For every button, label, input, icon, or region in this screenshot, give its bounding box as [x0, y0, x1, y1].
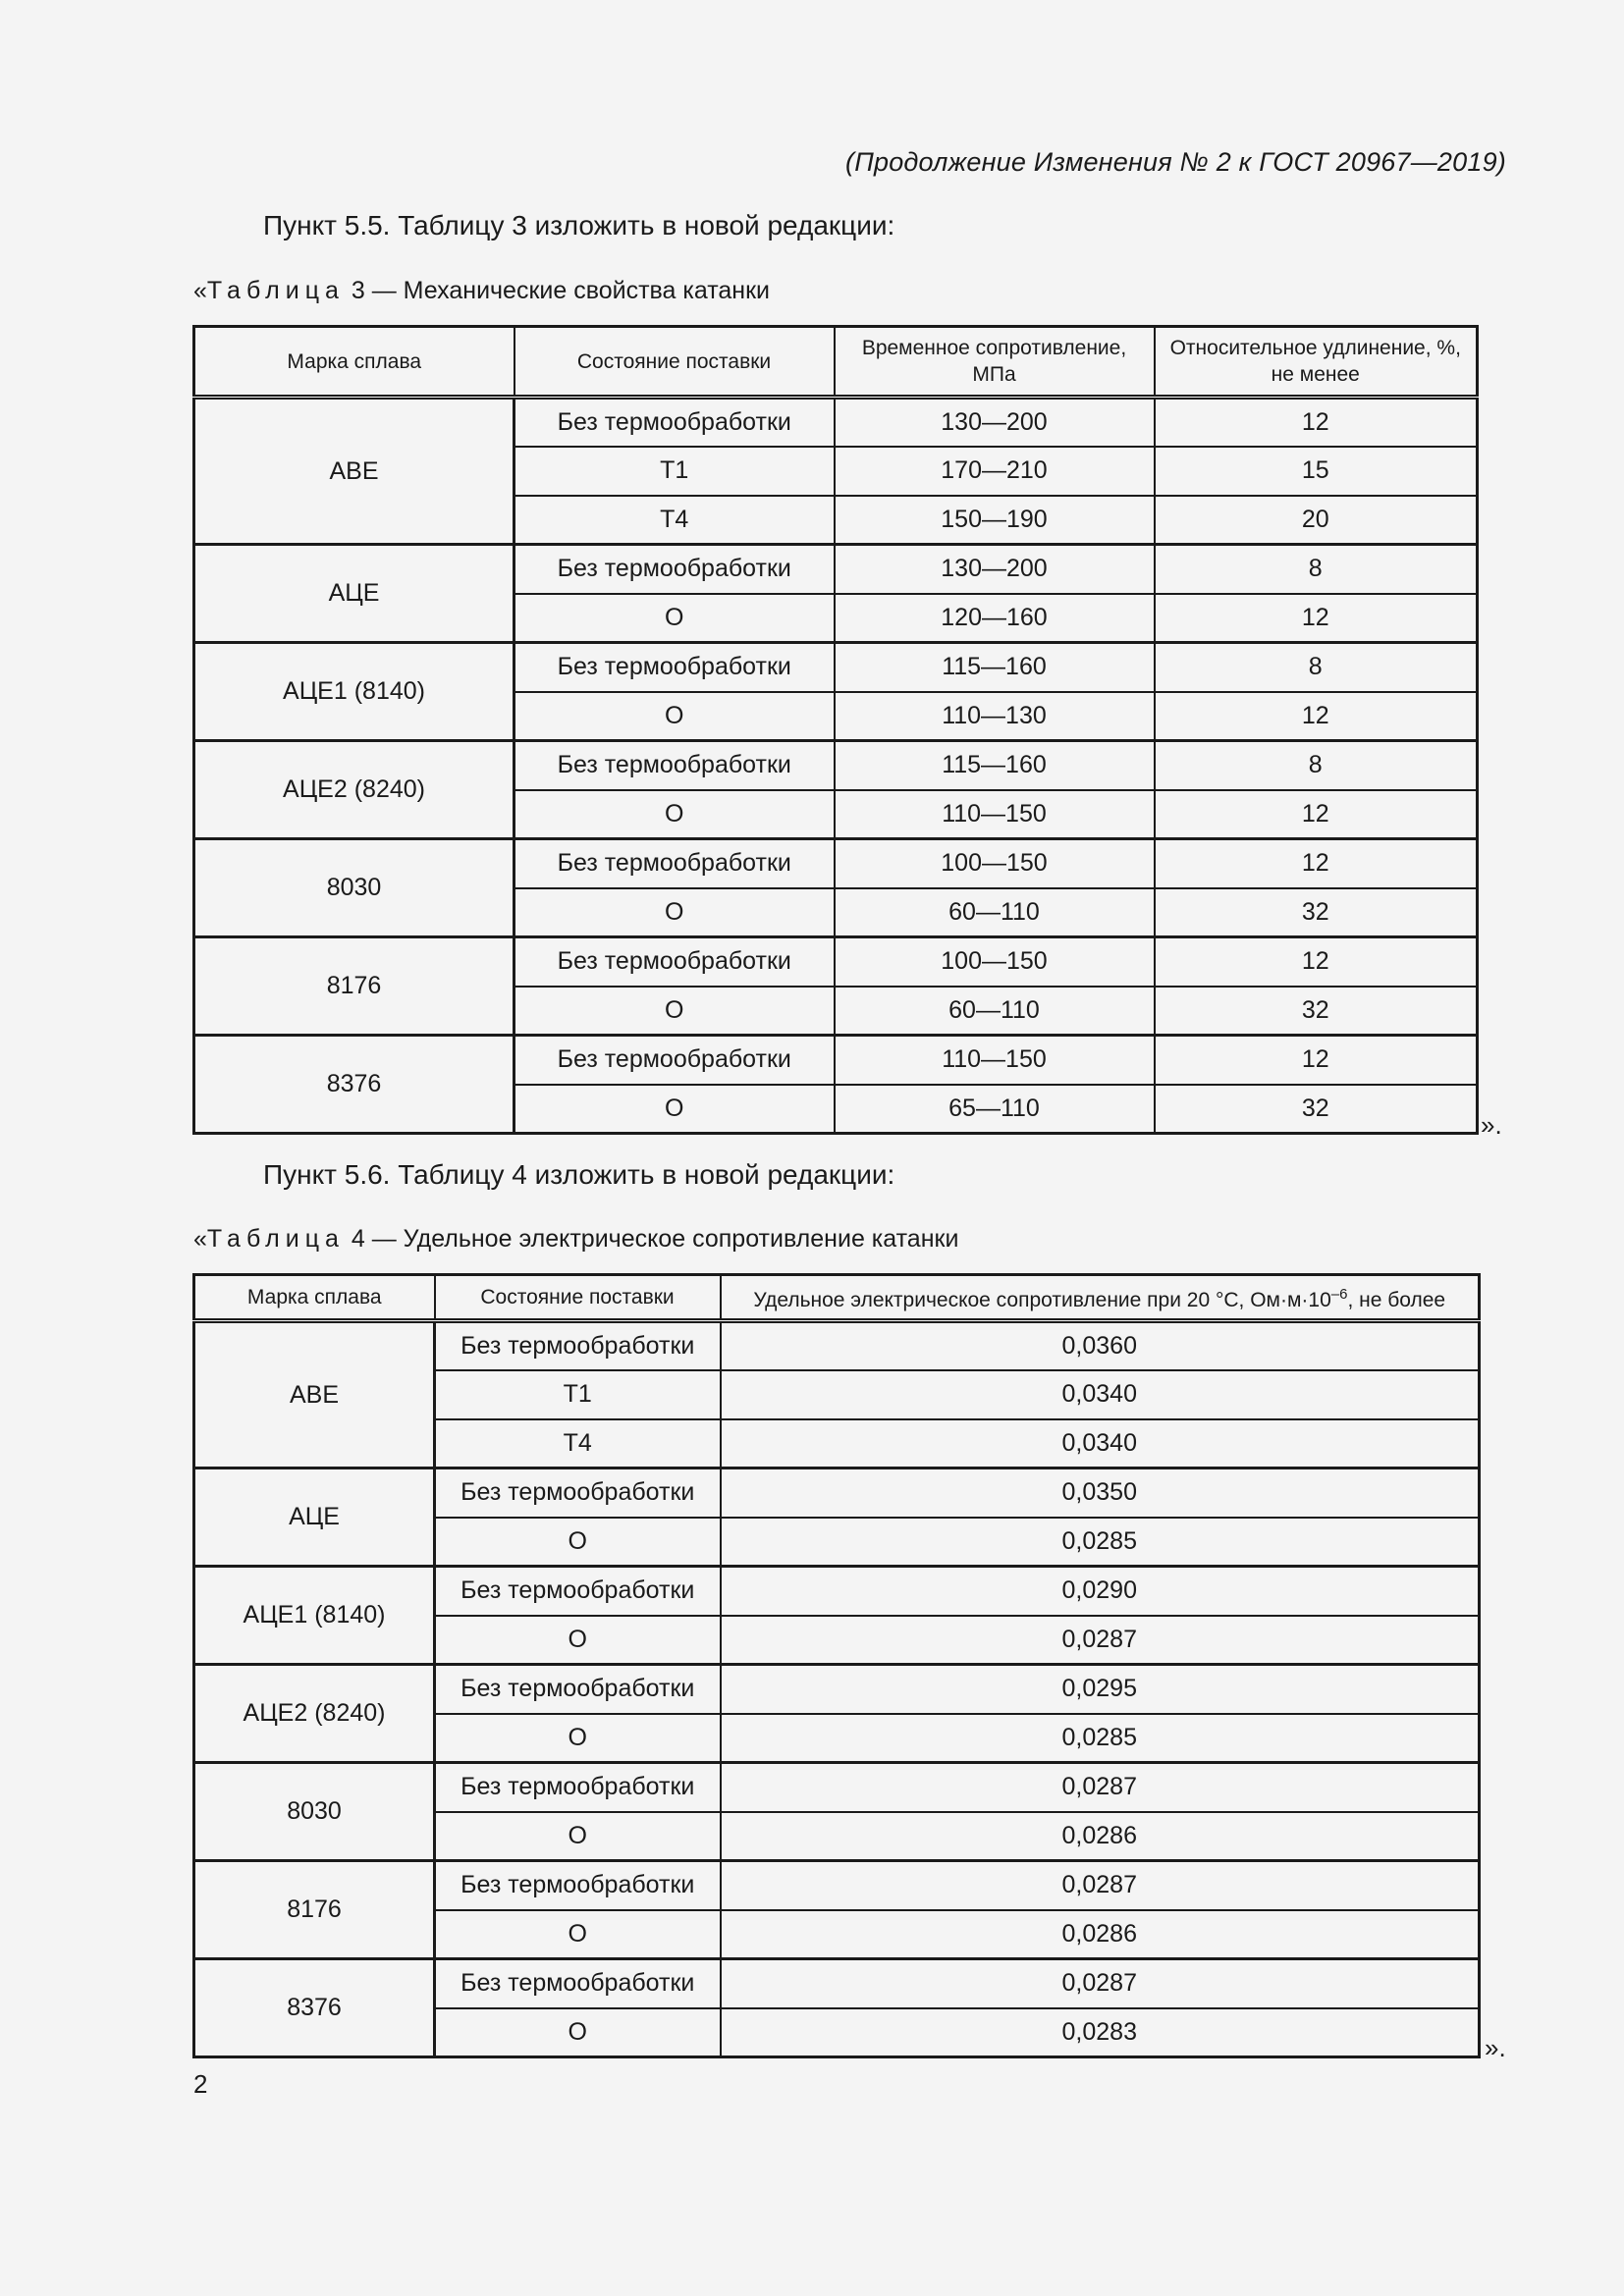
table3-header-elongation: Относительное удлинение, %, не менее: [1155, 327, 1478, 398]
table-cell: О: [435, 2008, 721, 2057]
table4-caption-rest: 4 — Удельное электрическое сопротивление катанки: [344, 1225, 959, 1253]
table-cell: 12: [1155, 839, 1478, 888]
table-cell: 0,0285: [721, 1518, 1480, 1567]
table-cell: 32: [1155, 1085, 1478, 1134]
table-row: [194, 937, 1478, 987]
table4-header-exponent: –6: [1330, 1286, 1348, 1303]
table-row: [194, 1468, 1480, 1518]
table-cell: 115—160: [835, 643, 1155, 692]
table4-header-resistivity-suffix: , не более: [1347, 1289, 1446, 1311]
table-cell: 0,0290: [721, 1567, 1480, 1616]
table-cell: О: [435, 1518, 721, 1567]
table-cell: 12: [1155, 937, 1478, 987]
table-cell: Без термообработки: [514, 741, 835, 790]
alloy-mark-cell: 8030: [194, 1763, 435, 1861]
table-cell: 0,0295: [721, 1665, 1480, 1714]
table3-header-mark: Марка сплава: [194, 327, 514, 398]
table-cell: 0,0340: [721, 1419, 1480, 1468]
table-cell: 32: [1155, 987, 1478, 1036]
table-cell: 100—150: [835, 937, 1155, 987]
table-cell: Т4: [514, 496, 835, 545]
table-cell: 0,0285: [721, 1714, 1480, 1763]
alloy-mark-cell: 8030: [194, 839, 514, 937]
table-cell: Т1: [435, 1370, 721, 1419]
table-cell: О: [514, 888, 835, 937]
table-cell: Без термообработки: [514, 643, 835, 692]
alloy-mark-cell: АЦЕ: [194, 545, 514, 643]
table-cell: Без термообработки: [514, 398, 835, 447]
table-cell: 115—160: [835, 741, 1155, 790]
header-note: (Продолжение Изменения № 2 к ГОСТ 20967—2019): [845, 147, 1506, 177]
table3-body: [194, 398, 1478, 1134]
table-cell: 0,0287: [721, 1959, 1480, 2008]
table3-header-row: [194, 327, 1478, 398]
alloy-mark-cell: АВЕ: [194, 1321, 435, 1468]
table4-caption: [193, 1225, 958, 1254]
table-cell: О: [514, 692, 835, 741]
table-cell: 8: [1155, 643, 1478, 692]
table-cell: 110—150: [835, 790, 1155, 839]
table3-caption-word: Таблица: [206, 277, 345, 304]
table4-closing: ».: [1485, 2033, 1506, 2062]
table-row: [194, 1567, 1480, 1616]
table3-header-condition: Состояние поставки: [514, 327, 835, 398]
table-cell: 110—150: [835, 1036, 1155, 1085]
table4-header-row: [194, 1275, 1480, 1321]
table-cell: 32: [1155, 888, 1478, 937]
table-cell: 12: [1155, 790, 1478, 839]
alloy-mark-cell: АЦЕ: [194, 1468, 435, 1567]
table-cell: 100—150: [835, 839, 1155, 888]
table-cell: 60—110: [835, 987, 1155, 1036]
table-row: [194, 1763, 1480, 1812]
table4-header-mark: Марка сплава: [194, 1275, 435, 1321]
table-cell: 130—200: [835, 545, 1155, 594]
table3-closing: ».: [1481, 1110, 1502, 1140]
table-cell: 60—110: [835, 888, 1155, 937]
table-row: [194, 741, 1478, 790]
alloy-mark-cell: 8176: [194, 1861, 435, 1959]
table-cell: Без термообработки: [435, 1567, 721, 1616]
alloy-mark-cell: 8376: [194, 1036, 514, 1134]
table-row: [194, 398, 1478, 447]
alloy-mark-cell: АЦЕ2 (8240): [194, 1665, 435, 1763]
table-cell: 170—210: [835, 447, 1155, 496]
table-cell: Т1: [514, 447, 835, 496]
page-number: 2: [193, 2069, 208, 2099]
table-cell: О: [435, 1812, 721, 1861]
alloy-mark-cell: АЦЕ1 (8140): [194, 643, 514, 741]
alloy-mark-cell: 8376: [194, 1959, 435, 2057]
alloy-mark-cell: 8176: [194, 937, 514, 1036]
table-cell: Без термообработки: [514, 937, 835, 987]
table-cell: 65—110: [835, 1085, 1155, 1134]
table4: [192, 1273, 1481, 2058]
table-cell: 0,0283: [721, 2008, 1480, 2057]
table-cell: 8: [1155, 741, 1478, 790]
table-row: [194, 1321, 1480, 1370]
table-cell: 0,0287: [721, 1861, 1480, 1910]
table-cell: 0,0287: [721, 1616, 1480, 1665]
table-cell: 0,0360: [721, 1321, 1480, 1370]
table-cell: 0,0340: [721, 1370, 1480, 1419]
table-cell: Без термообработки: [435, 1468, 721, 1518]
table-cell: 0,0287: [721, 1763, 1480, 1812]
table-row: [194, 1665, 1480, 1714]
table-cell: 12: [1155, 1036, 1478, 1085]
table-cell: 130—200: [835, 398, 1155, 447]
table-cell: О: [514, 594, 835, 643]
table-cell: Без термообработки: [514, 839, 835, 888]
table-row: [194, 1861, 1480, 1910]
table4-header-resistivity-text: Удельное электрическое сопротивление при 20 °С, Ом·м·10: [753, 1289, 1331, 1311]
table-cell: Без термообработки: [435, 1665, 721, 1714]
table-cell: О: [514, 1085, 835, 1134]
table-cell: 110—130: [835, 692, 1155, 741]
table-cell: Без термообработки: [435, 1861, 721, 1910]
table-row: [194, 545, 1478, 594]
table4-caption-prefix: «: [193, 1225, 207, 1253]
table-cell: 0,0286: [721, 1812, 1480, 1861]
table-cell: 0,0286: [721, 1910, 1480, 1959]
table-cell: О: [435, 1616, 721, 1665]
table-cell: О: [514, 987, 835, 1036]
table-row: [194, 643, 1478, 692]
table-cell: О: [435, 1910, 721, 1959]
table-cell: Без термообработки: [514, 545, 835, 594]
paragraph-5-6: Пункт 5.6. Таблицу 4 изложить в новой редакции:: [263, 1159, 895, 1190]
table4-header-resistivity: [721, 1275, 1480, 1321]
table-row: [194, 1959, 1480, 2008]
table-row: [194, 1036, 1478, 1085]
table-cell: Без термообработки: [435, 1321, 721, 1370]
alloy-mark-cell: АЦЕ1 (8140): [194, 1567, 435, 1665]
table-cell: 0,0350: [721, 1468, 1480, 1518]
table-cell: 12: [1155, 594, 1478, 643]
table3: [192, 325, 1479, 1135]
paragraph-5-5: Пункт 5.5. Таблицу 3 изложить в новой редакции:: [263, 210, 895, 240]
table3-header-strength: Временное сопротивление, МПа: [835, 327, 1155, 398]
table-cell: Без термообработки: [435, 1763, 721, 1812]
table3-caption: [193, 277, 770, 305]
table-row: [194, 839, 1478, 888]
table-cell: 12: [1155, 692, 1478, 741]
table-cell: 12: [1155, 398, 1478, 447]
table4-header-condition: Состояние поставки: [435, 1275, 721, 1321]
table-cell: Без термообработки: [435, 1959, 721, 2008]
table-cell: 20: [1155, 496, 1478, 545]
table3-caption-rest: 3 — Механические свойства катанки: [344, 277, 771, 304]
table-cell: Без термообработки: [514, 1036, 835, 1085]
table-cell: 120—160: [835, 594, 1155, 643]
table-cell: Т4: [435, 1419, 721, 1468]
table4-body: [194, 1321, 1480, 2057]
table-cell: 15: [1155, 447, 1478, 496]
alloy-mark-cell: АВЕ: [194, 398, 514, 545]
table-cell: О: [435, 1714, 721, 1763]
table-cell: 150—190: [835, 496, 1155, 545]
alloy-mark-cell: АЦЕ2 (8240): [194, 741, 514, 839]
table-cell: 8: [1155, 545, 1478, 594]
table3-caption-prefix: «: [193, 277, 207, 304]
table4-caption-word: Таблица: [206, 1225, 345, 1253]
table-cell: О: [514, 790, 835, 839]
